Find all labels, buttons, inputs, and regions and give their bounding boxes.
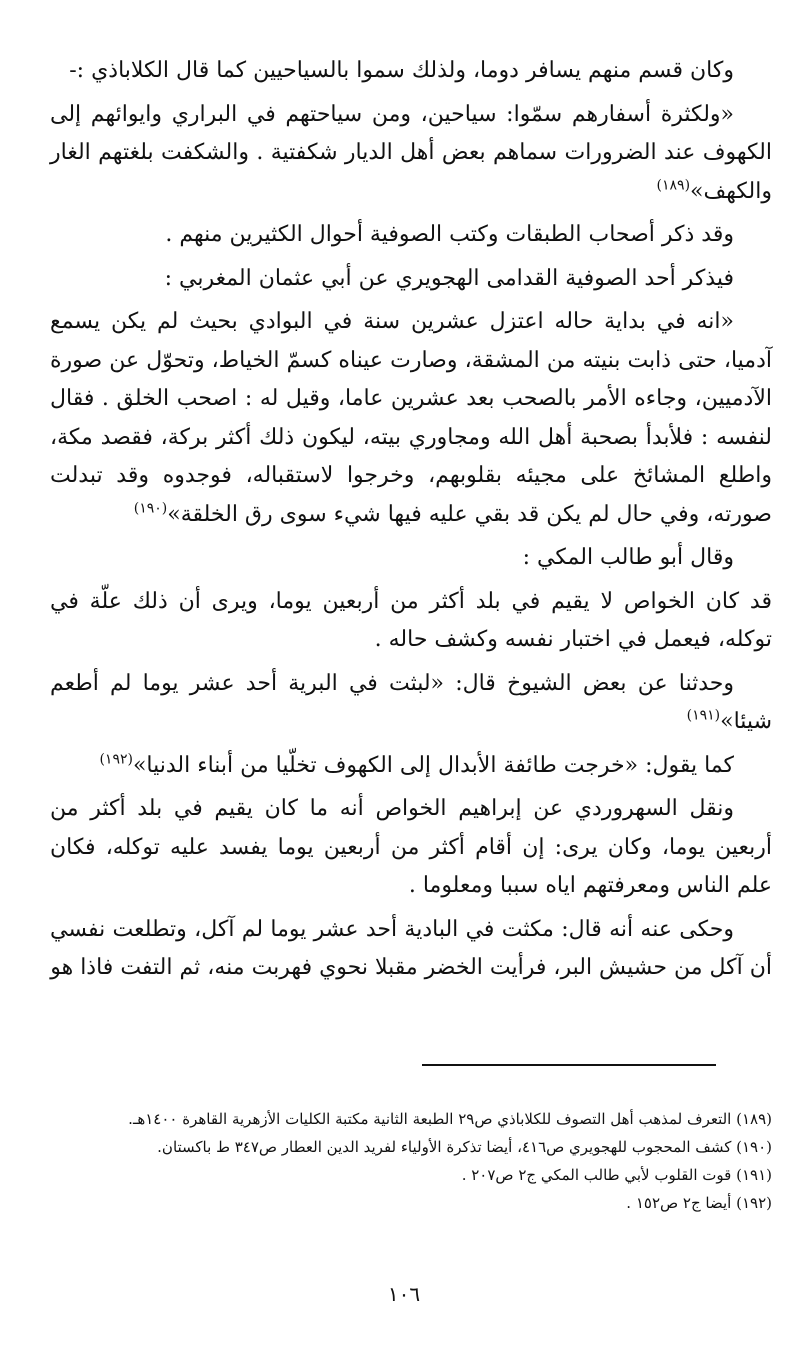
footnote-reference: (١٩٢) [99, 751, 133, 768]
paragraph [50, 911, 772, 988]
paragraph-text: وقد ذكر أصحاب الطبقات وكتب الصوفية أحوال الكثيرين منهم . [165, 222, 734, 247]
paragraph [50, 583, 772, 660]
footnote: (١٩١) قوت القلوب لأبي طالب المكي ج٢ ص٢٠٧ . [461, 1166, 772, 1184]
paragraph [50, 216, 772, 255]
footnote: (١٩٢) أيضا ج٢ ص١٥٢ . [626, 1194, 772, 1212]
paragraph [50, 303, 772, 534]
footnote: (١٩٠) كشف المحجوب للهجويري ص٤١٦، أيضا تذكرة الأولياء لفريد الدين العطار ص٣٤٧ ط باكستان. [157, 1138, 772, 1156]
footnote-reference: (١٨٩) [656, 177, 691, 194]
paragraph-text: وحدثنا عن بعض الشيوخ قال: «لبثت في البرية أحد عشر يوما لم أطعم شيئا» [50, 670, 772, 734]
footnote-reference: (١٩١) [686, 707, 721, 724]
footnote-separator [422, 1064, 716, 1066]
paragraph [50, 96, 772, 212]
paragraph-text: «انه في بداية حاله اعتزل عشرين سنة في البوادي بحيث لم يكن يسمع آدميا، حتى ذابت بنيته من المشقة، وصارت عيناه كسمّ الخياط، وتحوّل عن صورة الآدميين، وجاءه الأمر بالصحب بعد عشرين عاما، وقيل له : اصحب الخلق . فقال لنفسه : فلأبدأ بصحبة أهل الله ومجاوري بيته، ليكون ذلك أكثر بركة، فقصد مكة، واطلع المشائخ على مجيئه بقلوبهم، وخرجوا لاستقباله، فوجدوه وقد تبدلت صورته، وفي حال لم يكن قد بقي عليه فيها شيء سوى رق الخلقة» [50, 309, 772, 527]
footnotes [42, 1106, 772, 1218]
paragraph [50, 52, 772, 91]
paragraph-text: وكان قسم منهم يسافر دوما، ولذلك سموا بالسياحيين كما قال الكلاباذي :- [69, 58, 734, 83]
paragraph [50, 665, 772, 742]
page-number: ١٠٦ [387, 1282, 421, 1306]
paragraph-text: وقال أبو طالب المكي : [522, 545, 734, 570]
paragraph-text: قد كان الخواص لا يقيم في بلد أكثر من أربعين يوما، ويرى أن ذلك علّة في توكله، فيعمل في اختبار نفسه وكشف حاله . [50, 588, 772, 652]
paragraph [50, 539, 772, 578]
paragraph [50, 790, 772, 906]
paragraph-text: «ولكثرة أسفارهم سمّوا: سياحين، ومن سياحتهم في البراري وايوائهم إلى الكهوف عند الضرورات سماهم بعض أهل الديار شكفتية . والشكفت بلغتهم الغار والكهف» [50, 101, 772, 204]
footnote-reference: (١٩٠) [133, 500, 168, 517]
paragraph-text: كما يقول: «خرجت طائفة الأبدال إلى الكهوف تخلّيا من أبناء الدنيا» [132, 752, 734, 778]
paragraph-text: فيذكر أحد الصوفية القدامى الهجويري عن أبي عثمان المغربي : [164, 265, 734, 291]
footnote: (١٨٩) التعرف لمذهب أهل التصوف للكلاباذي ص٢٩ الطبعة الثانية مكتبة الكليات الأزهرية القاهرة ١٤٠٠هـ. [128, 1110, 772, 1128]
paragraph [50, 260, 772, 299]
main-text [50, 52, 772, 993]
paragraph-text: ونقل السهروردي عن إبراهيم الخواص أنه ما كان يقيم في بلد أكثر من أربعين يوما، وكان يرى: إن أقام أكثر من أربعين يوما يفسد عليه توكله، فكان علم الناس ومعرفتهم اياه سببا ومعلوما . [50, 796, 772, 898]
paragraph [50, 747, 772, 786]
paragraph-text: وحكى عنه أنه قال: مكثت في البادية أحد عشر يوما لم آكل، وتطلعت نفسي أن آكل من حشيش البر، فرأيت الخضر مقبلا نحوي فهربت منه، ثم التفت فاذا هو [50, 916, 772, 980]
